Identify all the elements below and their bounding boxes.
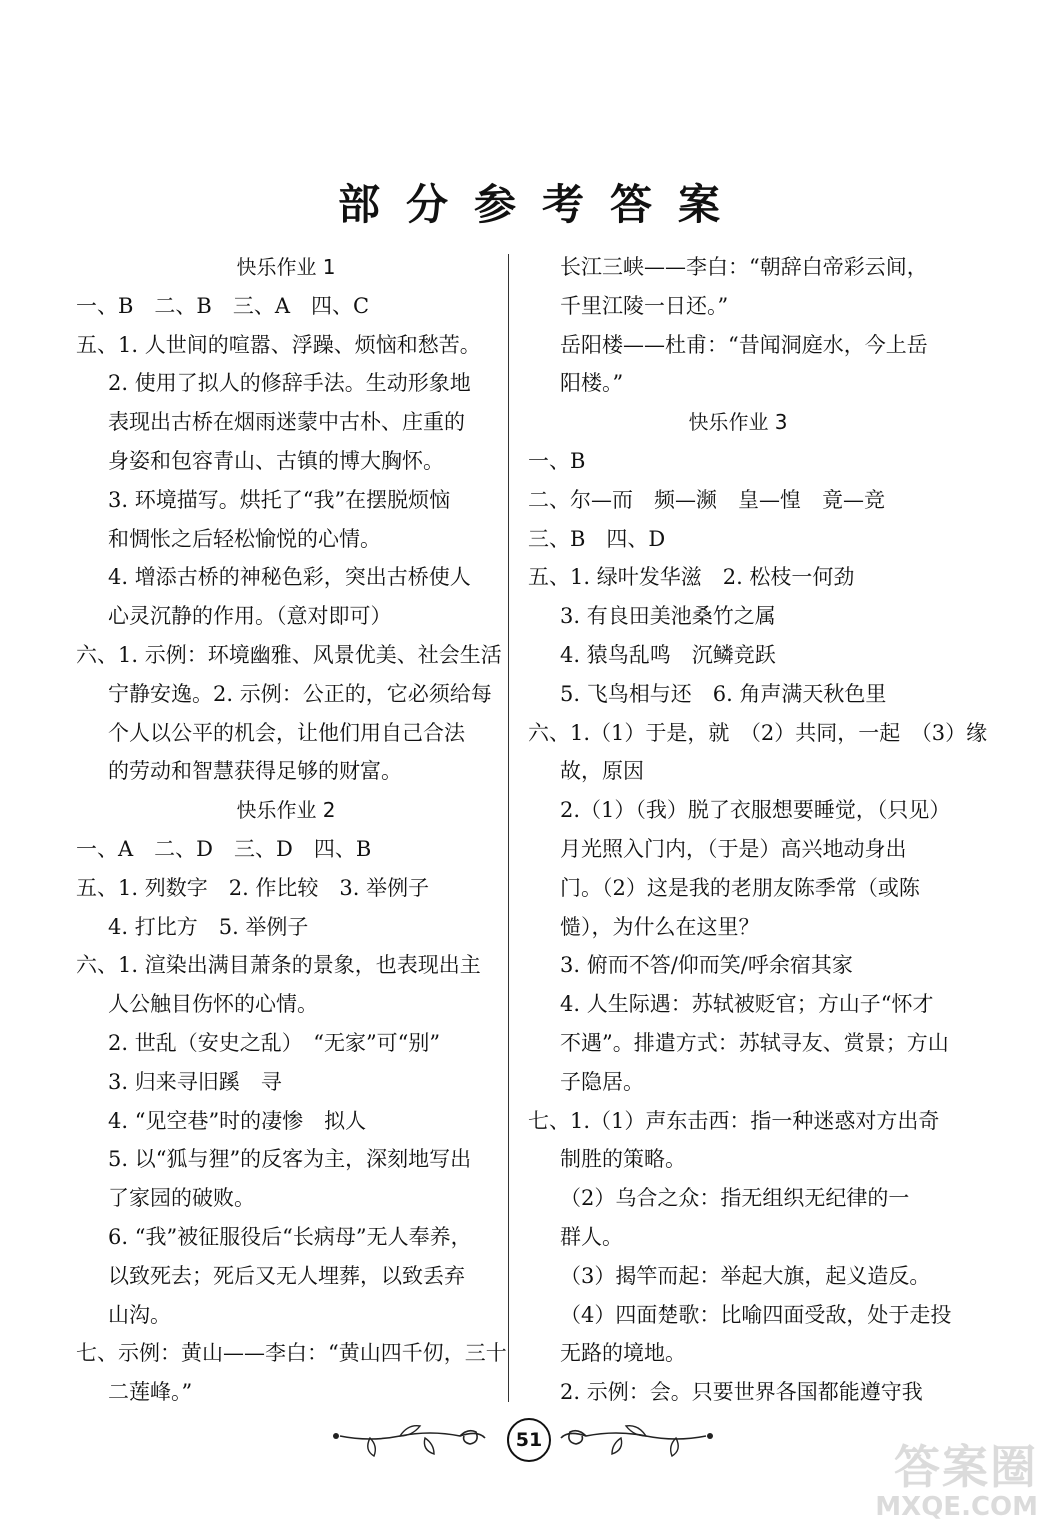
page-number: 51 bbox=[507, 1418, 551, 1462]
answer-line: 2.（1）（我）脱了衣服想要睡觉，（只见） bbox=[560, 798, 951, 823]
watermark-logo bbox=[868, 1442, 1038, 1528]
answer-line: 3. 有良田美池桑竹之属 bbox=[560, 604, 776, 629]
answer-line: 和惆怅之后轻松愉悦的心情。 bbox=[108, 526, 381, 551]
answer-line: 三、B 四、D bbox=[528, 526, 666, 551]
answer-line: 表现出古桥在烟雨迷蒙中古朴、庄重的 bbox=[108, 410, 465, 435]
answer-line: 无路的境地。 bbox=[560, 1341, 686, 1366]
right-ornament-icon bbox=[556, 1416, 716, 1466]
section-heading: 快乐作业 3 bbox=[688, 410, 788, 435]
answer-line: 阳楼。” bbox=[560, 371, 624, 396]
answer-line: 六、1.（1）于是，就 （2）共同，一起 （3）缘 bbox=[528, 720, 988, 745]
answer-line: 一、A 二、D 三、D 四、B bbox=[76, 836, 372, 861]
answer-line: 2. 使用了拟人的修辞手法。生动形象地 bbox=[108, 371, 471, 396]
answer-line: 4. 增添古桥的神秘色彩，突出古桥使人 bbox=[108, 565, 471, 590]
left-answer-column bbox=[76, 248, 507, 1412]
answer-line: 3. 归来寻旧蹊 寻 bbox=[108, 1069, 282, 1094]
answer-line: （2）乌合之众：指无组织无纪律的一 bbox=[560, 1186, 910, 1211]
answer-line: 4. 打比方 5. 举例子 bbox=[108, 914, 309, 939]
answer-line: （3）揭竿而起：举起大旗，起义造反。 bbox=[560, 1263, 931, 1288]
answer-line: 个人以公平的机会，让他们用自己合法 bbox=[108, 720, 465, 745]
right-answer-column bbox=[528, 248, 988, 1412]
answer-line: 子隐居。 bbox=[560, 1069, 644, 1094]
watermark-url-text: MXQE.COM bbox=[875, 1492, 1038, 1522]
answer-line: 五、1. 列数字 2. 作比较 3. 举例子 bbox=[76, 875, 430, 900]
answer-line: 二莲峰。” bbox=[108, 1380, 193, 1405]
answer-line: 人公触目伤怀的心情。 bbox=[108, 992, 318, 1017]
answer-line: 2. 示例：会。只要世界各国都能遵守我 bbox=[560, 1380, 923, 1405]
answer-line: 不遇”。排遣方式：苏轼寻友、赏景；方山 bbox=[560, 1030, 949, 1055]
answer-line: 了家园的破败。 bbox=[108, 1186, 255, 1211]
answer-line: 岳阳楼——杜甫：“昔闻洞庭水，今上岳 bbox=[560, 332, 928, 357]
answer-line: 七、示例：黄山——李白：“黄山四千仞，三十 bbox=[76, 1341, 507, 1366]
answer-line: 6. “我”被征服役后“长病母”无人奉养， bbox=[108, 1224, 472, 1249]
answer-line: 心灵沉静的作用。（意对即可） bbox=[108, 604, 392, 629]
left-ornament-icon bbox=[330, 1416, 490, 1466]
column-divider bbox=[508, 254, 509, 1402]
answer-line: 二、尔—而 频—濒 皇—惶 竟—竞 bbox=[528, 487, 885, 512]
answer-line: 六、1. 示例：环境幽雅、风景优美、社会生活 bbox=[76, 642, 502, 667]
answer-line: 月光照入门内，（于是）高兴地动身出 bbox=[560, 836, 907, 861]
answer-line: 门。（2）这是我的老朋友陈季常（或陈 bbox=[560, 875, 920, 900]
answer-line: 4. 人生际遇：苏轼被贬官；方山子“怀才 bbox=[560, 992, 934, 1017]
page-title: 部分参考答案 bbox=[337, 180, 746, 229]
answer-line: 制胜的策略。 bbox=[560, 1147, 686, 1172]
answer-line: 3. 环境描写。烘托了“我”在摆脱烦恼 bbox=[108, 487, 451, 512]
answer-line: 慥），为什么在这里？ bbox=[560, 914, 760, 939]
answer-line: 身姿和包容青山、古镇的博大胸怀。 bbox=[108, 448, 444, 473]
answer-line: 五、1. 绿叶发华滋 2. 松枝一何劲 bbox=[528, 565, 855, 590]
answer-line: 2. 世乱（安史之乱） “无家”可“别” bbox=[108, 1030, 441, 1055]
answer-line: 千里江陵一日还。” bbox=[560, 293, 729, 318]
answer-line: 长江三峡——李白：“朝辞白帝彩云间， bbox=[560, 255, 928, 279]
answer-line: 一、B 二、B 三、A 四、C bbox=[76, 293, 370, 318]
watermark-logo-text: 答案圈 bbox=[894, 1440, 1038, 1494]
answer-line: （4）四面楚歌：比喻四面受敌，处于走投 bbox=[560, 1302, 952, 1327]
section-heading: 快乐作业 1 bbox=[236, 255, 336, 279]
answer-line: 4. 猿鸟乱鸣 沉鳞竞跃 bbox=[560, 642, 776, 667]
answer-line: 群人。 bbox=[560, 1224, 623, 1249]
answer-line: 七、1.（1）声东击西：指一种迷惑对方出奇 bbox=[528, 1108, 940, 1133]
answer-line: 五、1. 人世间的喧嚣、浮躁、烦恼和愁苦。 bbox=[76, 332, 481, 357]
answer-line: 4. “见空巷”时的凄惨 拟人 bbox=[108, 1108, 367, 1133]
answer-line: 宁静安逸。2. 示例：公正的，它必须给每 bbox=[108, 681, 492, 706]
answer-line: 5. 以“狐与狸”的反客为主，深刻地写出 bbox=[108, 1147, 472, 1172]
answer-line: 的劳动和智慧获得足够的财富。 bbox=[108, 759, 402, 784]
answer-line: 3. 俯而不答/仰而笑/呼余宿其家 bbox=[560, 953, 853, 978]
answer-line: 山沟。 bbox=[108, 1302, 171, 1327]
answer-line: 六、1. 渲染出满目萧条的景象，也表现出主 bbox=[76, 953, 481, 978]
answer-line: 5. 飞鸟相与还 6. 角声满天秋色里 bbox=[560, 681, 887, 706]
section-heading: 快乐作业 2 bbox=[236, 798, 336, 823]
answer-line: 一、B bbox=[528, 448, 586, 473]
answer-line: 故，原因 bbox=[560, 759, 644, 784]
answer-line: 以致死去；死后又无人埋葬，以致丢弃 bbox=[108, 1263, 465, 1288]
